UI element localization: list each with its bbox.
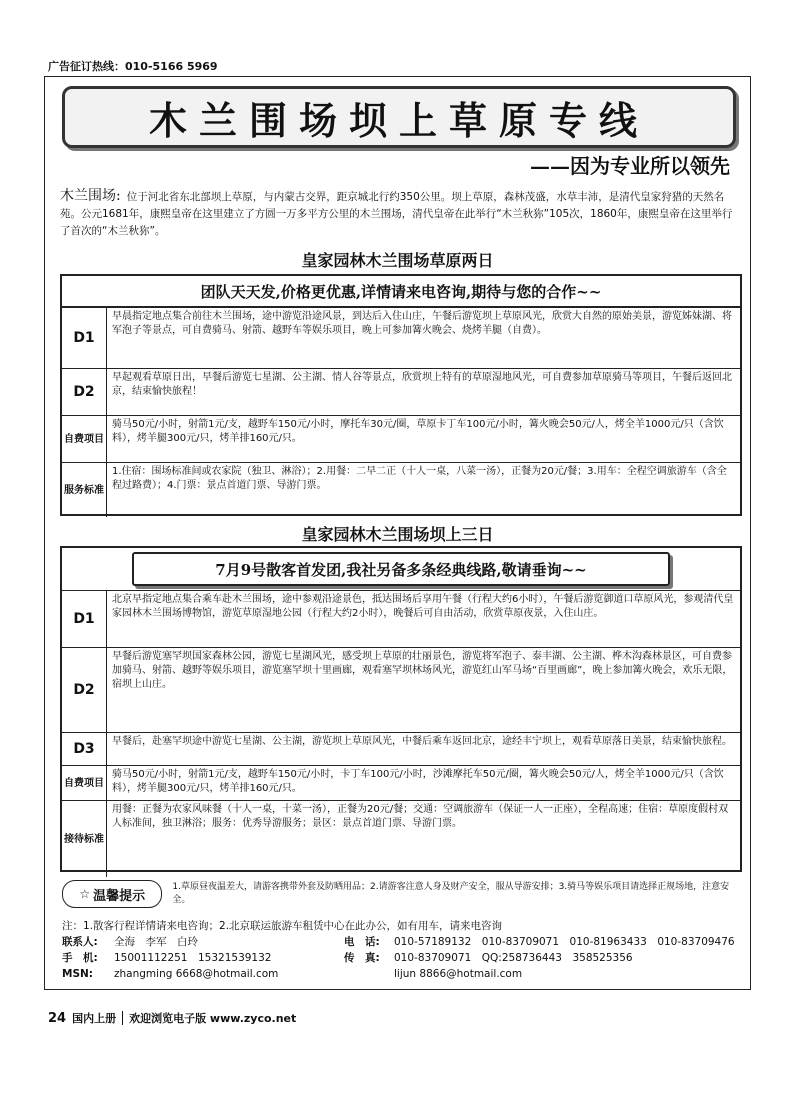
footer-divider [122,1011,123,1025]
row-label: D1 [62,308,107,368]
row-text: 早餐后游览塞罕坝国家森林公园，游览七星湖风光，感受坝上草原的壮丽景色，游览将军泡子、泰丰湖、公主湖、桦木沟森林景区，可自费参加骑马、射箭、越野等娱乐项目，游览塞罕坝十里画廊，观看塞罕坝林场风光，游览红山军马场“百里画廊”，晚上参加篝火晚会，欢乐无限，宿坝上山庄。 [112,651,733,690]
section2-heading: 皇家园林木兰围场坝上三日 [301,525,494,544]
row-label: 自费项目 [62,766,107,800]
row-label: D3 [62,733,107,765]
msn-row [62,966,742,982]
page-footer [48,1010,296,1026]
contacts-label: 联系人: [62,936,98,948]
table-row [62,765,740,800]
row-text: 骑马50元/小时，射箭1元/支，越野车150元/小时，卡丁车100元/小时，沙滩摩托车50元/圈，篝火晚会50元/人，烤全羊1000元/只（含饮料），烤羊腿300元/只，烤羊排160元/只。 [112,769,724,794]
star-icon: ☆ [79,887,91,901]
row-text: 早起观看草原日出，早餐后游览七星湖、公主湖、情人谷等景点，欣赏坝上特有的草原湿地风光，可自费参加草原骑马等项目，午餐后返回北京，结束愉快旅程！ [112,372,732,397]
tips-badge [62,880,162,908]
row-text: 北京早指定地点集合乘车赴木兰围场，途中参观沿途景色，抵达围场后享用午餐（行程大约6小时），午餐后游览御道口草原风光，参观清代皇家园林木兰围场博物馆，游览草原湿地公园（行程大约2小时），晚餐后可自由活动，欣赏草原夜景，入住山庄。 [112,594,734,619]
phone-value: 010-57189132 010-83709071 010-81963433 010-83709476 [394,936,735,948]
msn-value-2: lijun 8866@hotmail.com [394,968,523,980]
phone-label: 电 话: [344,936,380,948]
table-row [62,415,740,462]
tips-box [62,876,738,912]
section1-table [60,274,742,516]
msn-value: zhangming 6668@hotmail.com [114,968,279,980]
section2-banner: 7月9号散客首发团,我社另备多条经典线路,敬请垂询~~ [132,552,670,586]
note-line: 注：1.散客行程详情请来电咨询；2.北京联运旅游车租赁中心在此办公，如有用车，请来电咨询 [62,920,503,932]
row-label: 自费项目 [62,416,107,462]
footer-section: 国内上册 [72,1012,117,1025]
section1-banner: 团队天天发,价格更优惠,详情请来电咨询,期待与您的合作~~ [62,276,740,307]
page-number: 24 [48,1010,67,1026]
mobile-row [62,950,742,966]
page-title: 木兰围场坝上草原专线 [148,97,649,143]
mobile-value: 15001112251 15321539132 [114,952,272,964]
tips-text: 1.草原昼夜温差大，请游客携带外套及防晒用品；2.请游客注意人身及财产安全，服从导游安排；3.骑马等娱乐项目请选择正规场地，注意安全。 [172,882,730,905]
table-row [62,732,740,765]
slogan: ——因为专业所以领先 [530,154,730,178]
msn-spacer [344,966,394,982]
notes-block [62,918,742,982]
section1-heading: 皇家园林木兰围场草原两日 [301,251,494,270]
row-text: 早晨指定地点集合前往木兰围场，途中游览沿途风景，到达后入住山庄，午餐后游览坝上草原风光，欣赏大自然的原始美景，游览姊妹湖、将军泡子等景点，可自费骑马、射箭、越野车等娱乐项目，晚上可参加篝火晚会、烧烤羊腿（自费）。 [112,311,732,336]
contacts-value: 全海 李军 白玲 [114,936,198,948]
row-label: 接待标准 [62,801,107,877]
row-label: D1 [62,591,107,647]
row-label: 服务标准 [62,463,107,517]
table-row [62,590,740,647]
row-text: 早餐后，赴塞罕坝途中游览七星湖、公主湖，游览坝上草原风光，中餐后乘车返回北京，途经丰宁坝上，观看草原落日美景，结束愉快旅程。 [112,736,732,747]
table-row [62,307,740,368]
ad-hotline: 广告征订热线：010-5166 5969 [48,60,218,73]
table-row [62,800,740,877]
table-row [62,368,740,415]
row-label: D2 [62,369,107,415]
mobile-label: 手 机: [62,952,98,964]
section2-table [60,546,742,872]
tips-badge-label: 温馨提示 [93,888,146,904]
intro-text: 位于河北省东北部坝上草原，与内蒙古交界，距京城北行约350公里。坝上草原，森林茂盛，水草丰沛，是清代皇家狩猎的天然名苑。公元1681年，康熙皇帝在这里建立了方圆一万多平方公里的木兰围场，清代皇帝在此举行“木兰秋狝”105次，1860年，康熙皇帝在这里举行了首次的“木兰秋狝”。 [60,191,733,237]
contacts-row [62,934,742,950]
footer-edition: 欢迎浏览电子版 www.zyco.net [129,1012,297,1025]
intro-paragraph [60,188,740,240]
row-text: 用餐：正餐为农家风味餐（十人一桌，十菜一汤），正餐为20元/餐；交通：空调旅游车（保证一人一正座），全程高速；住宿：草原度假村双人标准间，独卫淋浴；服务：优秀导游服务；景区：景点首道门票、导游门票。 [112,804,729,829]
row-text: 骑马50元/小时，射箭1元/支，越野车150元/小时，摩托车30元/圈，草原卡丁车100元/小时，篝火晚会50元/人，烤全羊1000元/只（含饮料），烤羊腿300元/只，烤羊排160元/只。 [112,419,724,444]
table-row [62,647,740,732]
row-text: 1.住宿：围场标准间或农家院（独卫、淋浴）；2.用餐：二早二正（十人一桌，八菜一汤），正餐为20元/餐；3.用车：全程空调旅游车（含全程过路费）；4.门票：景点首道门票、导游门票。 [112,466,727,491]
fax-label: 传 真: [344,952,380,964]
msn-label: MSN: [62,968,93,980]
intro-lead: 木兰围场: [60,188,121,204]
fax-value: 010-83709071 QQ:258736443 358525356 [394,952,633,964]
row-label: D2 [62,648,107,732]
table-row [62,462,740,517]
title-banner [62,86,736,148]
